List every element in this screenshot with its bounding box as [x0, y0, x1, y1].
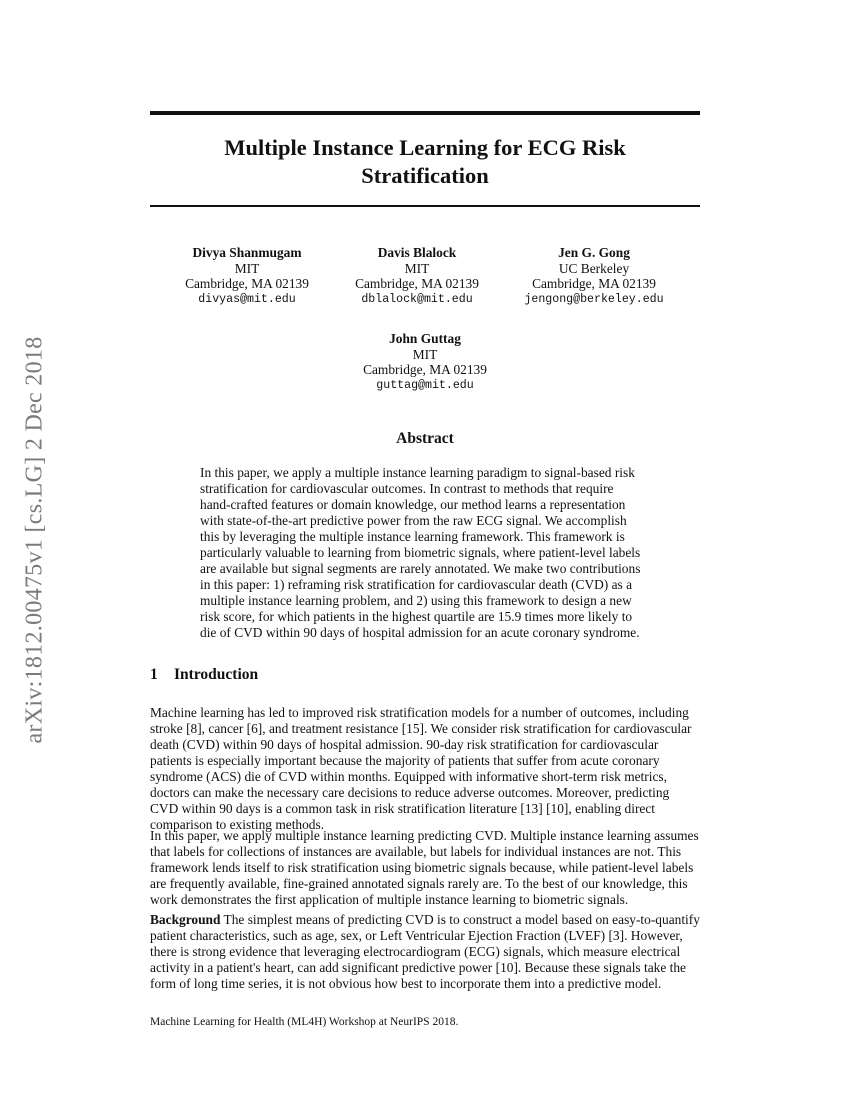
- title-bottom-rule: [150, 205, 700, 207]
- paragraph-line: form of long time series, it is not obvious how best to incorporate them into a predictive model.: [150, 976, 662, 991]
- background-label: Background: [150, 912, 221, 927]
- paper-title-line-2: Stratification: [361, 163, 489, 188]
- arxiv-sidebar: [15, 295, 55, 785]
- author-address: Cambridge, MA 02139: [363, 362, 487, 377]
- author-name: Davis Blalock: [377, 245, 457, 260]
- abstract-line: hand-crafted features or domain knowledge, our method learns a representation: [200, 497, 626, 512]
- section-number: 1: [150, 666, 158, 683]
- paragraph-line: are frequently available, fine-grained annotated signals rarely are. To the best of our knowledge, this: [150, 876, 688, 891]
- paragraph-line: patient characteristics, such as age, sex, or Left Ventricular Ejection Fraction (LVEF) [3]. However,: [150, 928, 683, 943]
- paragraph-line: In this paper, we apply multiple instance learning predicting CVD. Multiple instance learning assumes: [150, 828, 699, 843]
- intro-paragraph-1: [150, 705, 700, 833]
- abstract-line: In this paper, we apply a multiple instance learning paradigm to signal-based risk: [200, 465, 635, 480]
- abstract-line: stratification for cardiovascular outcomes. In contrast to methods that require: [200, 481, 614, 496]
- paragraph-line: patients is especially important because the majority of patients that suffer from acute coronary: [150, 753, 660, 768]
- paragraph-line: CVD within 90 days is a common task in risk stratification literature [13] [10], enabling direct: [150, 801, 656, 816]
- author-email[interactable]: dblalock@mit.edu: [361, 292, 473, 306]
- paragraph-line: framework lends itself to risk stratification using biometric signals because, while patient-level labels: [150, 860, 694, 875]
- paragraph-line: doctors can make the necessary care decisions to reduce adverse outcomes. Moreover, predicting: [150, 785, 670, 800]
- paragraph-line-rest: The simplest means of predicting CVD is to construct a model based on easy-to-quantify: [220, 912, 700, 927]
- author-name: Jen G. Gong: [558, 245, 630, 260]
- paragraph-line: stroke [8], cancer [6], and treatment resistance [15]. We consider risk stratification for cardiovascular: [150, 721, 692, 736]
- background-paragraph: [150, 912, 700, 992]
- author-affiliation: MIT: [404, 260, 430, 276]
- abstract-heading: Abstract: [396, 430, 454, 447]
- paragraph-line: work demonstrates the first application of multiple instance learning to biometric signals.: [150, 892, 629, 907]
- intro-paragraph-2: [150, 828, 700, 908]
- author-email[interactable]: divyas@mit.edu: [198, 292, 296, 306]
- paragraph-line: there is strong evidence that leveraging electrocardiogram (ECG) signals, which measure electrical: [150, 944, 681, 959]
- arxiv-identifier: arXiv:1812.00475v1 [cs.LG] 2 Dec 2018: [21, 336, 48, 744]
- paragraph-line: death (CVD) within 90 days of hospital admission. 90-day risk stratification for cardiovascular: [150, 737, 659, 752]
- author-block: [494, 245, 694, 307]
- author-block: [317, 245, 517, 307]
- author-address: Cambridge, MA 02139: [355, 276, 479, 291]
- paper-title-line-1: Multiple Instance Learning for ECG Risk: [224, 135, 626, 160]
- author-address: Cambridge, MA 02139: [532, 276, 656, 291]
- paragraph-line: [150, 912, 700, 928]
- abstract-line: in this paper: 1) reframing risk stratification for cardiovascular death (CVD) as a: [200, 577, 633, 592]
- paragraph-line: Machine learning has led to improved risk stratification models for a number of outcomes, including: [150, 705, 689, 720]
- abstract-line: multiple instance learning problem, and 2) using this framework to design a new: [200, 593, 632, 608]
- abstract-text: [200, 465, 655, 641]
- paragraph-line: comparison to existing methods.: [150, 817, 325, 832]
- workshop-footnote: Machine Learning for Health (ML4H) Workshop at NeurIPS 2018.: [150, 1016, 459, 1028]
- author-affiliation: MIT: [412, 346, 438, 362]
- author-address: Cambridge, MA 02139: [185, 276, 309, 291]
- paragraph-line: that labels for collections of instances are available, but labels for individual instances are not. This: [150, 844, 682, 859]
- author-block: [325, 331, 525, 393]
- author-name: Divya Shanmugam: [192, 245, 302, 260]
- section-heading-introduction: [150, 666, 258, 684]
- paper-title: [150, 134, 700, 190]
- paragraph-line: activity in a patient's heart, can add significant predictive power [10]. Because these signals take the: [150, 960, 686, 975]
- abstract-line: with state-of-the-art predictive power from the raw ECG signal. We accomplish: [200, 513, 627, 528]
- section-title: Introduction: [174, 666, 259, 683]
- abstract-line: this by leveraging the multiple instance learning framework. This framework is: [200, 529, 625, 544]
- author-affiliation: MIT: [234, 260, 260, 276]
- abstract-line: die of CVD within 90 days of hospital admission for an acute coronary syndrome.: [200, 625, 640, 640]
- author-affiliation: UC Berkeley: [558, 260, 630, 276]
- abstract-line: risk score, for which patients in the highest quartile are 15.9 times more likely to: [200, 609, 633, 624]
- abstract-line: are available but signal segments are rarely annotated. We make two contributions: [200, 561, 641, 576]
- author-name: John Guttag: [389, 331, 461, 346]
- abstract-line: particularly valuable to learning from biometric signals, where patient-level labels: [200, 545, 641, 560]
- title-top-rule: [150, 111, 700, 115]
- author-email[interactable]: guttag@mit.edu: [376, 378, 474, 392]
- author-email[interactable]: jengong@berkeley.edu: [524, 292, 664, 306]
- paragraph-line: syndrome (ACS) die of CVD within months. Equipped with informative short-term risk metrics,: [150, 769, 667, 784]
